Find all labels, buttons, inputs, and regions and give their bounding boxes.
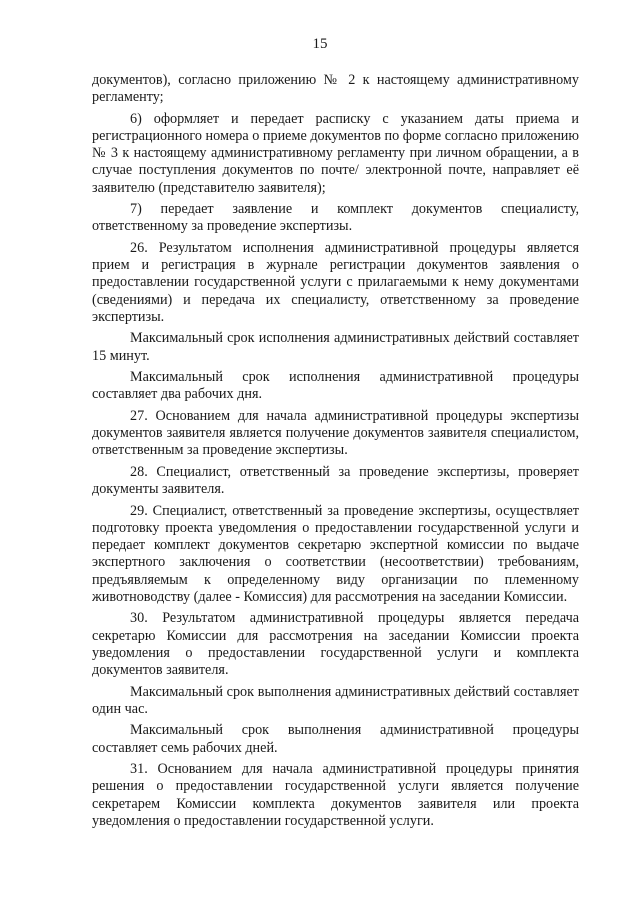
paragraph-31: 31. Основанием для начала административной процедуры принятия решения о предоставлении государственной услуги является получение секретарем Комиссии комплекта документов заявителя или проекта уведомления о предоставлении государственной услуги.: [92, 761, 579, 829]
paragraph-max-time-procedure-2: Максимальный срок выполнения административной процедуры составляет семь рабочих дней.: [92, 722, 579, 756]
paragraph-29: 29. Специалист, ответственный за проведение экспертизы, осуществляет подготовку проекта уведомления о предоставлении государственной услуги и передает комплект документов секретарю экспертной комиссии по выдаче экспертного заключения о соответствии (несоответствии) требованиям, предъявляемым к определенному виду организации по племенному животноводству (далее - Комиссия) для рассмотрения на заседании Комиссии.: [92, 502, 579, 605]
page-number: 15: [312, 36, 328, 52]
paragraph-28: 28. Специалист, ответственный за проведение экспертизы, проверяет документы заявителя.: [92, 464, 579, 498]
paragraph-continuation: документов), согласно приложению № 2 к настоящему административному регламенту;: [92, 72, 579, 106]
paragraph-max-time-procedure: Максимальный срок исполнения административной процедуры составляет два рабочих дня.: [92, 369, 579, 403]
paragraph-item-6: 6) оформляет и передает расписку с указанием даты приема и регистрационного номера о приеме документов по форме согласно приложению № 3 к настоящему административному регламенту при личном обращении, а в случае поступления документов по почте/ электронной почте, направляет её заявителю (представителю заявителя);: [92, 110, 579, 196]
paragraph-max-time-actions: Максимальный срок исполнения административных действий составляет 15 минут.: [92, 330, 579, 364]
paragraph-27: 27. Основанием для начала административной процедуры экспертизы документов заявителя является получение документов заявителя специалистом, ответственным за проведение экспертизы.: [92, 408, 579, 459]
paragraph-30: 30. Результатом административной процедуры является передача секретарю Комиссии для рассмотрения на заседании Комиссии проекта уведомления о предоставлении государственной услуги и комплекта документов заявителя.: [92, 610, 579, 679]
document-body: [92, 72, 579, 834]
paragraph-26: 26. Результатом исполнения административной процедуры является прием и регистрация в журнале регистрации документов заявления о предоставлении государственной услуги с прилагаемыми к нему документами (сведениями) и передача их специалисту, ответственному за проведение экспертизы.: [92, 240, 579, 325]
paragraph-item-7: 7) передает заявление и комплект документов специалисту, ответственному за проведение экспертизы.: [92, 201, 579, 235]
paragraph-max-time-actions-2: Максимальный срок выполнения административных действий составляет один час.: [92, 683, 579, 717]
